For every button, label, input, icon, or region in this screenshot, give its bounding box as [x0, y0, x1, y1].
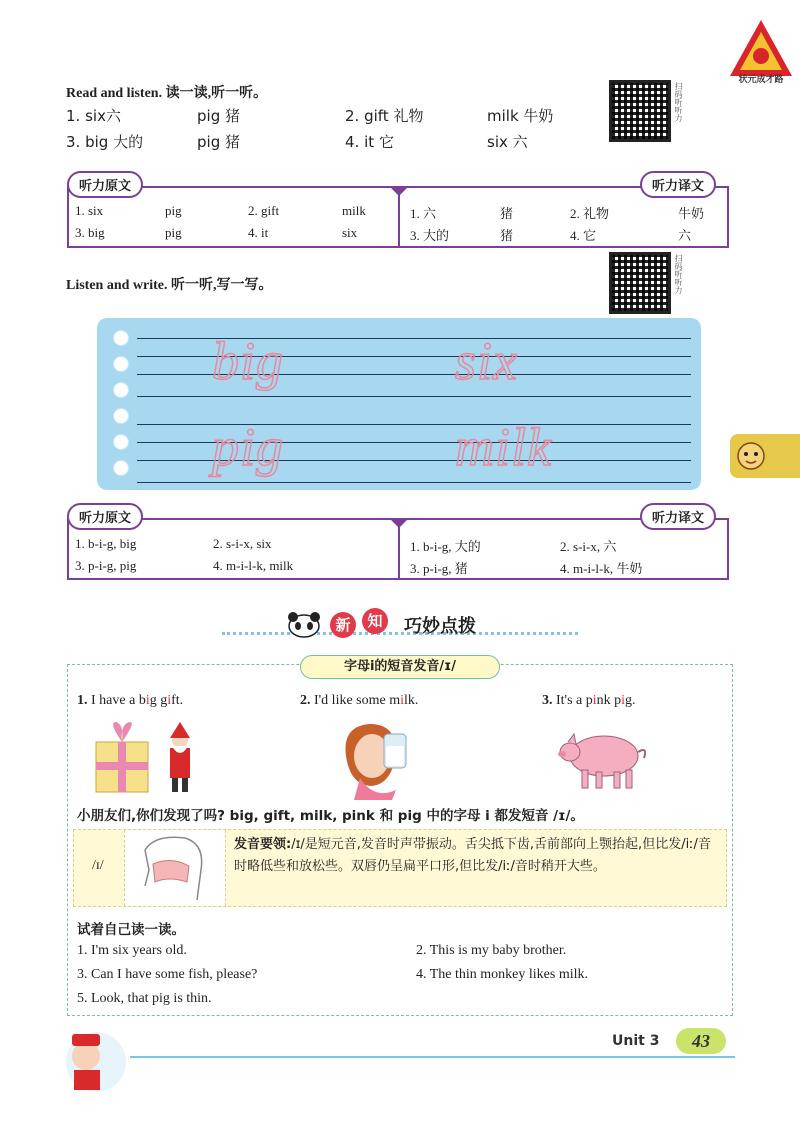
box2-cell: 1. b-i-g, 大的	[410, 539, 481, 554]
word-item-1: 1. six六	[66, 107, 121, 125]
box1-cell: 1. six	[75, 203, 104, 218]
box1-cell: 3. 大的	[410, 228, 450, 243]
try-heading: 试着自己读一读。	[77, 922, 185, 938]
box1-cell: milk	[342, 203, 366, 218]
example-sentence-1: 1. I have a big gift.	[77, 693, 184, 708]
word-item-4b: six 六	[487, 133, 528, 151]
try-item-3: 3. Can I have some fish, please?	[77, 967, 258, 982]
writing-notebook	[97, 318, 701, 490]
box2-left-tab: 听力原文	[67, 503, 143, 530]
girl-drinking-milk-illustration	[340, 716, 426, 800]
pink-pig-illustration	[556, 722, 652, 792]
traced-word-big: big	[212, 331, 285, 391]
box1-cell: 牛奶	[678, 206, 705, 221]
word-item-4: 4. it 它	[345, 133, 394, 151]
box1-cell: 3. big	[75, 225, 105, 240]
box1-notch	[389, 186, 409, 196]
box1-cell: six	[342, 225, 358, 240]
read-listen-heading: Read and listen. 读一读,听一听。	[66, 86, 268, 101]
phonics-pill: 字母i的短音发音/ɪ/	[300, 655, 500, 679]
badge-new: 新	[330, 612, 356, 638]
word-item-1b: pig 猪	[197, 107, 241, 125]
qr-code-2[interactable]	[609, 252, 671, 314]
traced-word-six: six	[455, 331, 518, 391]
try-item-2: 2. This is my baby brother.	[416, 943, 567, 958]
box2-notch	[389, 518, 409, 528]
tip-text: 发音要领:/ɪ/是短元音,发音时声带振动。舌尖抵下齿,舌前部向上颚抬起,但比发/iː/音时略低些和放松些。双唇仍呈扁平口形,但比发/iː/音时稍开大些。	[234, 837, 711, 874]
box2-cell: 1. b-i-g, big	[75, 536, 137, 551]
banner-title: 巧妙点拨	[404, 616, 476, 637]
footer-line	[130, 1056, 735, 1058]
box2-cell: 2. s-i-x, 六	[560, 539, 617, 554]
mouth-diagram	[124, 830, 226, 906]
box1-cell: 1. 六	[410, 206, 437, 221]
box1-cell: pig	[165, 203, 182, 218]
box2-cell: 2. s-i-x, six	[213, 536, 272, 551]
gift-santa-illustration	[92, 716, 204, 798]
box1-cell: 2. gift	[248, 203, 280, 218]
box1-cell: 4. 它	[570, 228, 597, 243]
example-sentence-3: 3. It's a pink pig.	[542, 693, 636, 708]
box1-right-tab: 听力译文	[640, 171, 716, 198]
traced-word-milk: milk	[455, 417, 552, 477]
box1-left-tab: 听力原文	[67, 171, 143, 198]
try-item-1: 1. I'm six years old.	[77, 943, 187, 958]
box2-cell: 3. p-i-g, pig	[75, 558, 137, 573]
tiger-face-icon	[736, 441, 766, 471]
word-item-2b: milk 牛奶	[487, 107, 554, 125]
box1-cell: pig	[165, 225, 182, 240]
try-item-5: 5. Look, that pig is thin.	[77, 991, 212, 1006]
box2-cell: 3. p-i-g, 猪	[410, 561, 468, 576]
badge-knowledge: 知	[362, 608, 388, 634]
box2-cell: 4. m-i-l-k, milk	[213, 558, 294, 573]
box1-cell: 猪	[500, 228, 514, 243]
box1-cell: 猪	[500, 206, 514, 221]
panda-icon	[284, 609, 324, 639]
qr-code-1[interactable]	[609, 80, 671, 142]
mouth-section-icon	[125, 830, 225, 906]
try-item-4: 4. The thin monkey likes milk.	[416, 967, 589, 982]
phonetic-symbol: /ɪ/	[92, 858, 104, 873]
word-item-3: 3. big 大的	[66, 133, 144, 151]
box2-cell: 4. m-i-l-k, 牛奶	[560, 561, 643, 576]
example-sentence-2: 2. I'd like some milk.	[300, 693, 419, 708]
banner-dotted-line	[222, 632, 578, 635]
brand-logo-text: 状元成才路	[738, 75, 784, 85]
box1-cell: 4. it	[248, 225, 269, 240]
discovery-question: 小朋友们,你们发现了吗? big, gift, milk, pink 和 pig 中的字母 i 都发短音 /ɪ/。	[77, 808, 584, 824]
word-item-2: 2. gift 礼物	[345, 107, 424, 125]
box2-right-tab: 听力译文	[640, 503, 716, 530]
pronunciation-tip-box	[73, 829, 727, 907]
section-side-tab[interactable]	[730, 434, 800, 478]
word-item-3b: pig 猪	[197, 133, 241, 151]
unit-label: Unit 3	[612, 1033, 660, 1049]
box1-cell: 2. 礼物	[570, 206, 610, 221]
qr-label-2: 扫码听听力	[674, 254, 683, 294]
traced-word-pig: pig	[212, 417, 285, 477]
page-number: 43	[676, 1028, 726, 1054]
qr-label-1: 扫码听听力	[674, 82, 683, 122]
mascot-icon	[56, 1024, 136, 1094]
box1-cell: 六	[678, 228, 692, 243]
listen-write-heading: Listen and write. 听一听,写一写。	[66, 278, 273, 293]
